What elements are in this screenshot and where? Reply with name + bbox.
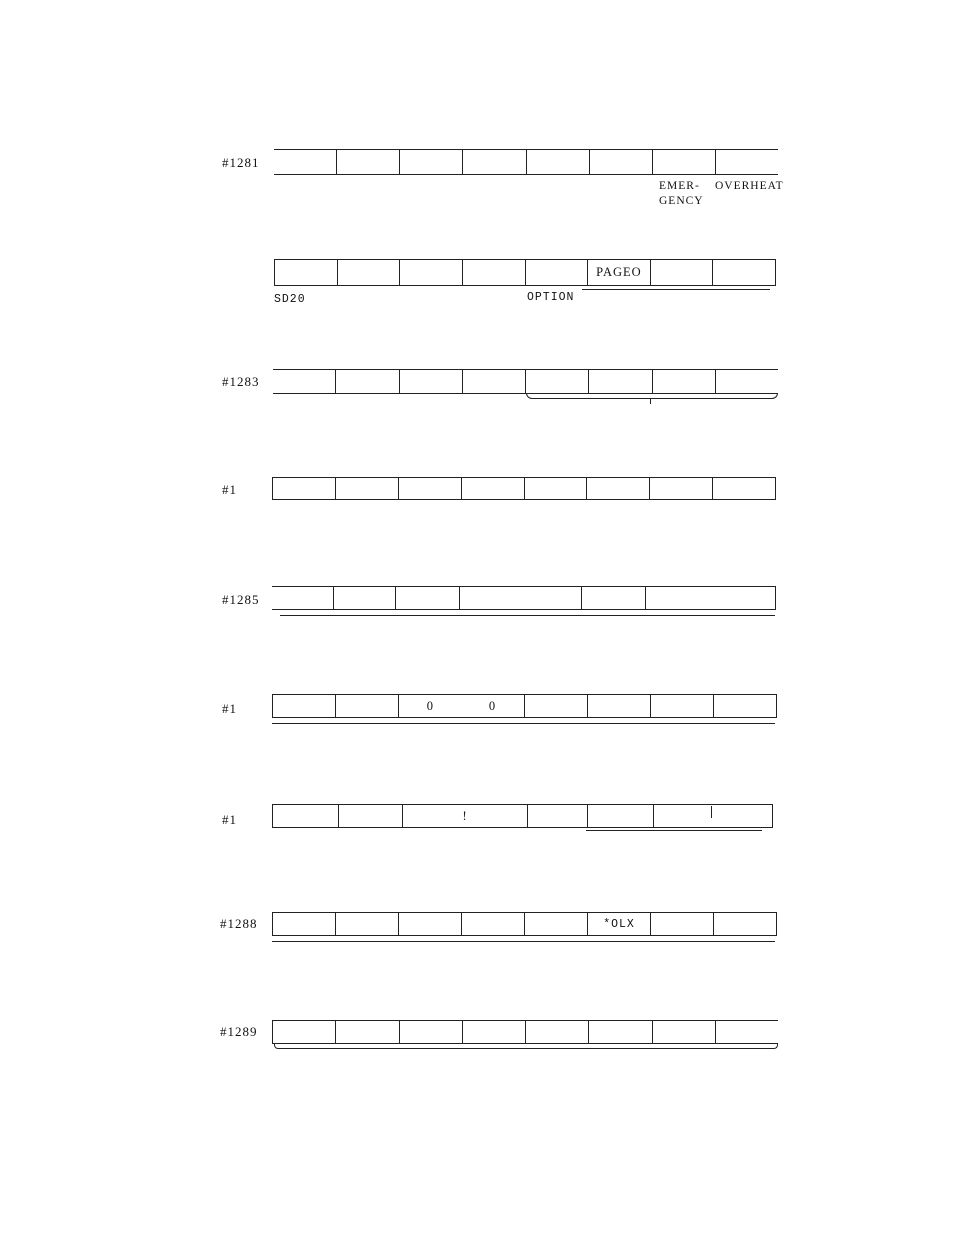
bit-cell-olx: *OLX bbox=[588, 913, 651, 935]
bit-cell bbox=[336, 478, 399, 499]
bit-cell bbox=[400, 370, 463, 393]
bit-cell bbox=[274, 150, 337, 174]
bit-cell bbox=[588, 695, 651, 717]
register-label-1286: #1 bbox=[222, 701, 237, 716]
group-bracket bbox=[526, 393, 778, 399]
underline bbox=[272, 723, 775, 724]
bit-cell bbox=[273, 370, 336, 393]
bit-cell bbox=[527, 150, 590, 174]
register-label-1283: #1283 bbox=[222, 374, 260, 389]
bit-cell bbox=[463, 370, 526, 393]
bit-cell bbox=[526, 370, 589, 393]
bit-cell bbox=[651, 695, 714, 717]
bit-cell: 0 bbox=[461, 695, 524, 717]
bit-register-1282 bbox=[274, 259, 776, 286]
bit-cell bbox=[338, 260, 401, 285]
bit-cell bbox=[713, 260, 775, 285]
bit-register-1287 bbox=[272, 804, 773, 828]
bit-cell bbox=[525, 478, 588, 499]
underline bbox=[582, 289, 770, 290]
bit-cell bbox=[716, 150, 778, 174]
bit-cell bbox=[653, 1021, 716, 1043]
option-label: OPTION bbox=[527, 291, 575, 304]
bit-cell bbox=[336, 695, 399, 717]
emergency-label-line1: EMER- bbox=[659, 180, 700, 192]
emergency-label-line2: GENCY bbox=[659, 195, 704, 207]
bit-register-1289 bbox=[272, 1020, 778, 1044]
register-label-1284: #1 bbox=[222, 482, 237, 497]
bit-cell bbox=[716, 1021, 778, 1043]
bit-cell bbox=[582, 587, 646, 609]
group-bracket bbox=[274, 1044, 778, 1049]
bit-cell bbox=[714, 913, 776, 935]
bit-cell: 0 bbox=[426, 698, 434, 713]
bit-cell bbox=[336, 1021, 399, 1043]
bit-cell bbox=[336, 913, 399, 935]
bit-cell bbox=[273, 1021, 336, 1043]
bit-cell bbox=[525, 695, 588, 717]
bit-cell: PAGEO bbox=[588, 260, 651, 285]
bit-cell bbox=[462, 913, 525, 935]
bit-cell bbox=[334, 587, 395, 609]
bit-cell bbox=[653, 150, 716, 174]
bit-register-1285 bbox=[272, 586, 776, 610]
bit-cell bbox=[590, 150, 653, 174]
bit-cell bbox=[273, 695, 336, 717]
bit-cell bbox=[525, 913, 588, 935]
bit-cell bbox=[716, 370, 778, 393]
bit-divider bbox=[711, 806, 712, 818]
bit-cell bbox=[651, 260, 714, 285]
bit-cell: ! bbox=[403, 805, 529, 827]
overheat-label: OVERHEAT bbox=[715, 180, 784, 192]
bit-cell bbox=[400, 1021, 463, 1043]
bit-cell bbox=[646, 587, 775, 609]
register-label-1285: #1285 bbox=[222, 592, 260, 607]
bit-cell bbox=[273, 805, 339, 827]
bit-register-1281 bbox=[274, 149, 778, 175]
bit-register-1284 bbox=[272, 477, 776, 500]
bit-cell bbox=[653, 370, 716, 393]
register-label-1289: #1289 bbox=[220, 1024, 258, 1039]
register-label-1281: #1281 bbox=[222, 155, 260, 170]
bit-cell bbox=[588, 805, 654, 827]
bit-cell bbox=[399, 478, 462, 499]
bit-cell bbox=[396, 587, 460, 609]
bit-cell bbox=[339, 805, 402, 827]
bit-cell bbox=[526, 260, 589, 285]
bit-cell bbox=[714, 695, 776, 717]
bit-register-1283 bbox=[273, 369, 778, 394]
bit-cell bbox=[713, 478, 775, 499]
bit-cell bbox=[462, 478, 525, 499]
bit-register-1286 bbox=[272, 694, 777, 718]
bit-cell bbox=[463, 150, 526, 174]
bit-cell bbox=[275, 260, 338, 285]
bit-cell bbox=[589, 1021, 652, 1043]
bit-register-1288 bbox=[272, 912, 777, 936]
bracket-tick bbox=[650, 399, 651, 404]
bit-cell bbox=[526, 1021, 589, 1043]
bit-cell bbox=[651, 913, 714, 935]
underline bbox=[272, 941, 775, 942]
register-label-1287: #1 bbox=[222, 812, 237, 827]
bit-cell bbox=[400, 260, 463, 285]
bit-cell bbox=[528, 805, 587, 827]
bit-cell bbox=[589, 370, 652, 393]
bit-cell bbox=[337, 150, 400, 174]
underline bbox=[280, 615, 775, 616]
bit-cell bbox=[399, 913, 462, 935]
bit-cell bbox=[460, 587, 582, 609]
bit-cell bbox=[272, 587, 334, 609]
bit-cell bbox=[654, 805, 772, 827]
sd20-label: SD20 bbox=[274, 293, 306, 306]
bit-cell bbox=[273, 478, 336, 499]
bit-cell bbox=[650, 478, 713, 499]
bit-cell bbox=[463, 260, 526, 285]
bit-cell bbox=[336, 370, 399, 393]
bit-cell bbox=[587, 478, 650, 499]
register-label-1288: #1288 bbox=[220, 916, 258, 931]
bit-cell bbox=[463, 1021, 526, 1043]
bit-cell bbox=[273, 913, 336, 935]
bit-cell bbox=[400, 150, 463, 174]
underline bbox=[586, 830, 762, 831]
